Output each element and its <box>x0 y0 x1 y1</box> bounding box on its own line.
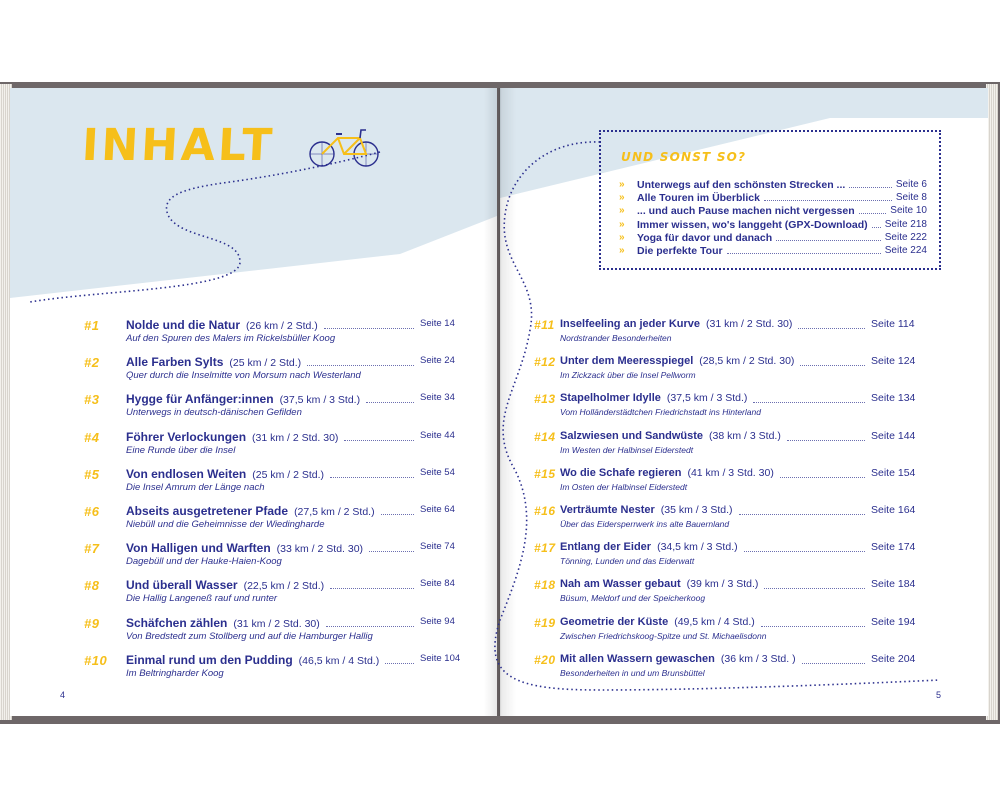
extras-dot-leader <box>849 187 892 188</box>
toc-entry-distance: (27,5 km / 2 Std.) <box>294 506 375 518</box>
extras-dot-leader <box>776 240 881 241</box>
toc-entry[interactable] <box>534 392 931 426</box>
toc-entry-title-line <box>126 392 360 406</box>
toc-entry-title: Inselfeeling an jeder Kurve <box>560 318 700 330</box>
toc-entry-subtitle: Im Westen der Halbinsel Eiderstedt <box>560 444 694 455</box>
toc-dot-leader <box>761 626 865 627</box>
toc-entry-page: Seite 164 <box>871 504 916 516</box>
toc-entry-subtitle: Dagebüll und der Hauke-Haien-Koog <box>126 556 282 568</box>
toc-entry[interactable] <box>534 541 931 575</box>
toc-entry-number: #11 <box>534 318 555 332</box>
toc-entry-number: #10 <box>84 652 108 668</box>
toc-entry-title-line <box>560 392 747 404</box>
toc-entry[interactable] <box>84 355 480 389</box>
toc-entry-title-line <box>560 430 781 442</box>
toc-entry-title-line <box>126 504 375 518</box>
page-number-right: 5 <box>936 690 942 700</box>
extras-heading: UND SONST SO? <box>621 150 747 164</box>
toc-entry-title: Von endlosen Weiten <box>126 466 247 481</box>
toc-entry-distance: (49,5 km / 4 Std.) <box>674 615 755 628</box>
toc-entry-number: #13 <box>534 392 556 407</box>
toc-entry-title: Nolde und die Natur <box>126 318 240 332</box>
toc-dot-leader <box>330 588 414 589</box>
toc-entry-title-line <box>126 616 320 630</box>
toc-entry-title-line <box>126 430 338 444</box>
double-chevron-right-icon: » <box>619 231 625 243</box>
toc-entry-title: Unter dem Meeresspiegel <box>560 355 694 368</box>
extras-item[interactable] <box>619 219 927 232</box>
toc-entry-distance: (37,5 km / 3 Std.) <box>666 392 748 405</box>
toc-dot-leader <box>787 440 865 441</box>
toc-entry-number: #12 <box>534 355 556 370</box>
toc-entry-distance: (31 km / 2 Std. 30) <box>252 431 339 444</box>
toc-entry-page: Seite 144 <box>871 429 916 442</box>
toc-entry-distance: (22,5 km / 2 Std.) <box>243 580 325 593</box>
toc-entry[interactable] <box>84 504 480 538</box>
toc-dot-leader <box>307 365 414 366</box>
toc-entry-title: Alle Farben Sylts <box>126 355 224 370</box>
extras-item-label: Die perfekte Tour <box>637 245 723 257</box>
toc-dot-leader <box>739 514 865 515</box>
toc-entry-title-line <box>126 467 324 481</box>
toc-entry[interactable] <box>534 318 931 352</box>
toc-entry-number: #6 <box>84 504 100 519</box>
toc-entry-number: #2 <box>84 355 100 371</box>
toc-entry-title-line <box>126 653 379 667</box>
extras-item-page: Seite 222 <box>884 231 927 243</box>
toc-entry-page: Seite 64 <box>420 504 455 515</box>
toc-entry-subtitle: Auf den Spuren des Malers im Rickelsbüller Koog <box>126 333 336 344</box>
toc-entry-subtitle: Besonderheiten in und um Brunsbüttel <box>560 667 705 678</box>
toc-entry[interactable] <box>84 541 480 575</box>
toc-entry-page: Seite 174 <box>871 541 916 554</box>
extras-dot-leader <box>859 213 886 214</box>
toc-dot-leader <box>381 514 414 515</box>
toc-entry-number: #18 <box>534 578 556 593</box>
toc-dot-leader <box>385 663 414 664</box>
extras-item[interactable] <box>619 232 927 245</box>
extras-item[interactable] <box>619 205 927 218</box>
toc-entry-page: Seite 94 <box>420 615 455 627</box>
toc-dot-leader <box>330 477 414 478</box>
toc-entry-title-line <box>560 355 794 367</box>
toc-entry-title: Föhrer Verlockungen <box>126 429 247 444</box>
extras-item[interactable] <box>619 192 927 205</box>
toc-entry[interactable] <box>534 578 931 612</box>
toc-entry-title-line <box>560 318 792 330</box>
toc-entry-page: Seite 54 <box>420 466 455 478</box>
toc-entry-distance: (31 km / 2 Std. 30) <box>233 617 320 630</box>
toc-entry-subtitle: Über das Eidersperrwerk ins alte Bauernland <box>560 519 730 529</box>
toc-entry-distance: (38 km / 3 Std.) <box>709 429 781 442</box>
toc-entry-subtitle: Niebüll und die Geheimnisse der Wiedingharde <box>126 519 325 530</box>
toc-entry-title: Und überall Wasser <box>126 578 238 593</box>
toc-entry-subtitle: Vom Holländerstädtchen Friedrichstadt ins Hinterland <box>560 407 761 418</box>
toc-entry-distance: (31 km / 2 Std. 30) <box>706 318 793 330</box>
extras-dot-leader <box>727 253 881 254</box>
double-chevron-right-icon: » <box>619 245 625 256</box>
toc-entry-distance: (25 km / 2 Std.) <box>252 468 325 481</box>
toc-entry-distance: (34,5 km / 3 Std.) <box>657 541 738 554</box>
toc-entry-page: Seite 24 <box>420 355 455 367</box>
toc-entry[interactable] <box>534 504 931 538</box>
toc-entry-title: Hygge für Anfänger:innen <box>126 392 274 407</box>
toc-entry-subtitle: Unterwegs in deutsch-dänischen Gefilden <box>126 407 302 419</box>
toc-dot-leader <box>326 626 414 627</box>
toc-entry-title-line <box>126 578 324 592</box>
toc-entry-number: #4 <box>84 429 100 445</box>
toc-entry-subtitle: Tönning, Lunden und das Eiderwatt <box>560 556 695 567</box>
toc-entry-page: Seite 194 <box>871 615 916 628</box>
toc-entry-title: Abseits ausgetretener Pfade <box>126 504 289 518</box>
toc-entry-number: #14 <box>534 429 556 444</box>
toc-entry-title: Stapelholmer Idylle <box>560 392 661 405</box>
toc-dot-leader <box>744 551 865 552</box>
toc-entry-number: #1 <box>84 318 100 333</box>
toc-entry-title-line <box>560 578 758 590</box>
toc-entry-distance: (35 km / 3 Std.) <box>660 504 733 516</box>
extras-box <box>599 130 941 270</box>
toc-entry-subtitle: Die Insel Amrum der Länge nach <box>126 481 265 493</box>
toc-entry-page: Seite 114 <box>871 318 915 330</box>
toc-entry-page: Seite 154 <box>871 466 916 479</box>
toc-entry-title-line <box>560 616 755 628</box>
toc-entry-subtitle: Büsum, Meldorf und der Speicherkoog <box>560 593 706 604</box>
toc-entry-subtitle: Eine Runde über die Insel <box>126 444 236 456</box>
toc-entry-distance: (33 km / 2 Std. 30) <box>276 543 364 556</box>
extras-item-page: Seite 8 <box>895 192 927 204</box>
extras-dot-leader <box>764 200 892 201</box>
toc-entry-title: Schäfchen zählen <box>126 615 228 630</box>
toc-entry-title-line <box>560 653 796 665</box>
toc-entry[interactable] <box>534 355 931 389</box>
toc-entry-page: Seite 84 <box>420 578 455 590</box>
toc-entry-number: #5 <box>84 466 100 482</box>
double-chevron-right-icon: » <box>619 192 625 204</box>
toc-entry-subtitle: Im Osten der Halbinsel Eiderstedt <box>560 481 688 492</box>
double-chevron-right-icon: » <box>619 205 625 217</box>
toc-entry-number: #3 <box>84 392 100 408</box>
toc-entry-title: Einmal rund um den Pudding <box>126 652 293 667</box>
toc-entry-page: Seite 44 <box>420 429 455 441</box>
toc-dot-leader <box>344 440 414 441</box>
extras-item-label: ... und auch Pause machen nicht vergessen <box>637 205 855 218</box>
toc-dot-leader <box>324 328 414 329</box>
toc-entry[interactable] <box>534 467 931 501</box>
extras-item-label: Alle Touren im Überblick <box>637 192 760 205</box>
toc-entry-number: #16 <box>534 504 556 518</box>
toc-dot-leader <box>798 328 865 329</box>
toc-entry[interactable] <box>84 430 480 464</box>
toc-entry[interactable] <box>84 616 480 650</box>
toc-entry-page: Seite 184 <box>871 578 916 591</box>
toc-entry-title-line <box>126 541 363 555</box>
toc-entry-distance: (28,5 km / 2 Std. 30) <box>699 355 795 368</box>
toc-entry-page: Seite 204 <box>871 652 916 665</box>
double-chevron-right-icon: » <box>619 218 625 230</box>
toc-entry[interactable] <box>84 578 480 612</box>
bicycle-icon <box>304 124 384 168</box>
toc-entry[interactable] <box>84 318 480 352</box>
toc-entry-distance: (25 km / 2 Std.) <box>229 357 302 370</box>
toc-entry-number: #9 <box>84 615 100 631</box>
toc-entry-title-line <box>560 504 733 516</box>
toc-entry-distance: (41 km / 3 Std. 30) <box>687 466 774 479</box>
toc-entry-page: Seite 34 <box>420 392 455 404</box>
toc-entry-title: Salzwiesen und Sandwüste <box>560 429 704 442</box>
toc-dot-leader <box>753 402 865 403</box>
toc-entry-subtitle: Im Zickzack über die Insel Pellworm <box>560 370 696 381</box>
toc-entry-page: Seite 14 <box>420 318 455 329</box>
toc-entry-title: Mit allen Wassern gewaschen <box>560 652 715 665</box>
toc-entry-number: #17 <box>534 541 556 556</box>
toc-entry-page: Seite 124 <box>871 355 916 368</box>
toc-entry-title: Geometrie der Küste <box>560 615 669 628</box>
toc-entry-number: #15 <box>534 466 556 481</box>
toc-dot-leader <box>800 365 865 366</box>
page-number-left: 4 <box>60 690 66 700</box>
extras-item-page: Seite 224 <box>884 245 927 256</box>
extras-item[interactable] <box>619 245 927 258</box>
toc-entry-title-line <box>126 355 301 369</box>
toc-entry-title: Entlang der Eider <box>560 541 652 554</box>
extras-item-page: Seite 6 <box>895 179 927 190</box>
toc-entry-distance: (26 km / 2 Std.) <box>246 320 318 332</box>
toc-entry-subtitle: Quer durch die Inselmitte von Morsum nach Westerland <box>126 370 361 382</box>
toc-entry-subtitle: Die Hallig Langeneß rauf und runter <box>126 593 278 605</box>
toc-entry-title-line <box>126 318 318 332</box>
toc-entry-title-line <box>560 467 774 479</box>
toc-entry-title: Von Halligen und Warften <box>126 541 271 556</box>
toc-entry-title: Nah am Wasser gebaut <box>560 578 681 591</box>
extras-item-label: Unterwegs auf den schönsten Strecken ... <box>637 179 846 191</box>
toc-entry-subtitle: Zwischen Friedrichskoog-Spitze und St. Michaelisdonn <box>560 630 767 641</box>
extras-item-label: Yoga für davor und danach <box>637 231 773 244</box>
extras-item-page: Seite 218 <box>884 218 927 230</box>
toc-entry-page: Seite 134 <box>871 392 916 405</box>
toc-entry[interactable] <box>84 467 480 501</box>
toc-dot-leader <box>764 588 865 589</box>
toc-entry-title-line <box>560 541 738 553</box>
extras-item[interactable] <box>619 179 927 192</box>
toc-entry-distance: (39 km / 3 Std.) <box>686 578 759 591</box>
toc-entry[interactable] <box>534 616 931 650</box>
toc-entry-number: #7 <box>84 541 100 557</box>
toc-entry-number: #19 <box>534 615 556 630</box>
toc-entry[interactable] <box>534 430 931 464</box>
toc-entry-distance: (36 km / 3 Std. ) <box>720 652 796 665</box>
extras-item-label: Immer wissen, wo's langgeht (GPX-Download) <box>637 218 868 231</box>
toc-entry-number: #20 <box>534 652 556 667</box>
toc-entry-title: Wo die Schafe regieren <box>560 466 682 479</box>
toc-dot-leader <box>802 663 865 664</box>
extras-item-page: Seite 10 <box>890 205 927 217</box>
toc-entry[interactable] <box>84 392 480 426</box>
toc-entry-distance: (37,5 km / 3 Std.) <box>279 394 361 407</box>
toc-entry-page: Seite 74 <box>420 541 455 553</box>
toc-entry-distance: (46,5 km / 4 Std.) <box>298 654 380 667</box>
toc-entry-title: Verträumte Nester <box>560 504 655 516</box>
toc-entry-subtitle: Im Beltringharder Koog <box>126 667 224 679</box>
toc-entry[interactable] <box>84 653 480 687</box>
toc-dot-leader <box>366 402 414 403</box>
toc-entry-subtitle: Nordstrander Besonderheiten <box>560 333 672 343</box>
double-chevron-right-icon: » <box>619 179 625 190</box>
toc-dot-leader <box>780 477 865 478</box>
toc-entry-page: Seite 104 <box>420 652 461 664</box>
toc-entry[interactable] <box>534 653 931 687</box>
toc-entry-subtitle: Von Bredstedt zum Stollberg und auf die Hamburger Hallig <box>126 630 373 642</box>
extras-dot-leader <box>872 227 881 228</box>
toc-entry-number: #8 <box>84 578 100 594</box>
toc-dot-leader <box>369 551 414 552</box>
page-title: INHALT <box>80 120 277 171</box>
